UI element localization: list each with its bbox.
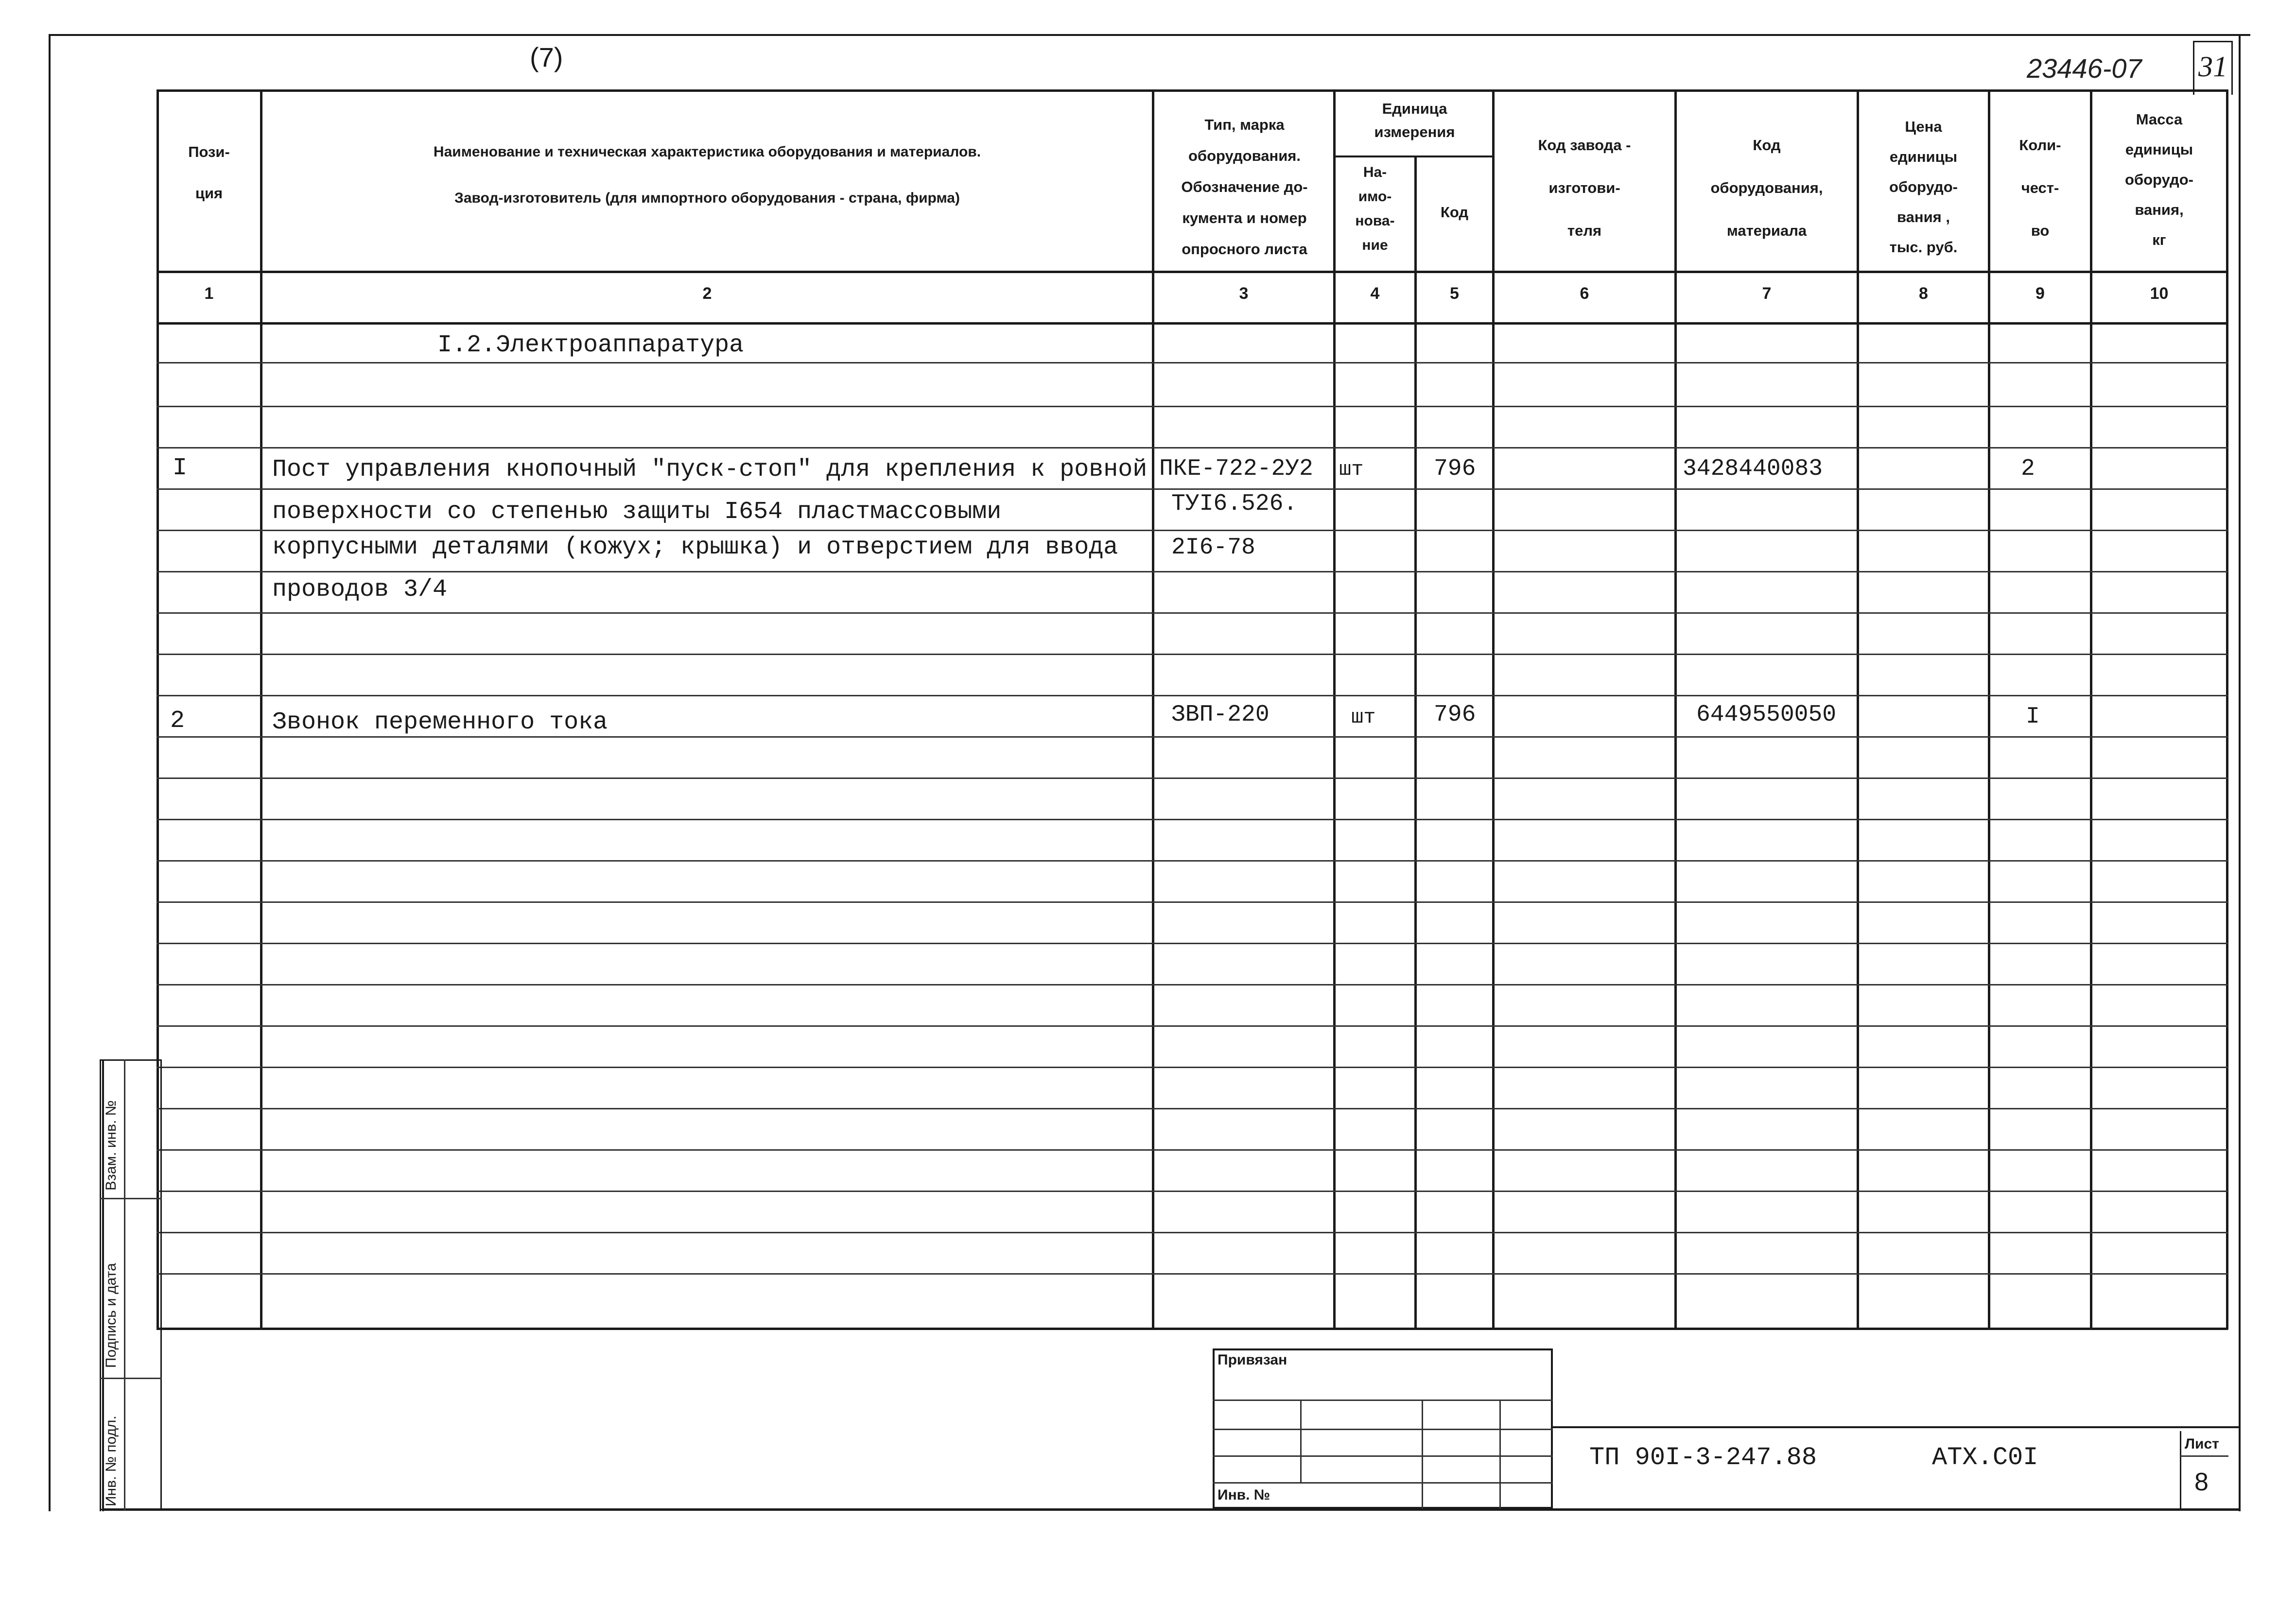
title-block-privyazan: Привязан — [1218, 1352, 1287, 1368]
item-2-position: 2 — [170, 707, 185, 735]
table-colnum-bottom-line — [157, 322, 2228, 325]
unit-split-line — [1333, 156, 1494, 157]
title-block-inv-no: Инв. № — [1218, 1487, 1270, 1503]
frame-left-line — [49, 34, 51, 1511]
section-title: I.2.Электроаппаратура — [437, 331, 744, 359]
title-block-doc-mark: АТХ.С0I — [1932, 1443, 2038, 1472]
col-line-4 — [1414, 156, 1417, 1330]
table-row-line — [157, 571, 2228, 572]
corner-number-box — [2193, 41, 2233, 95]
table-row-line — [157, 778, 2228, 779]
header-col-9: Коли- чест- во — [2019, 137, 2061, 239]
table-row-line — [157, 1067, 2228, 1068]
header-col-2: Наименование и техническая характеристика оборудования и материалов. Завод-изготовитель (для импортного оборудования - страна, фирма) — [433, 144, 981, 206]
col-number-6: 6 — [1580, 284, 1589, 303]
header-col-5: Код — [1440, 204, 1469, 221]
item-1-name-line-1: Пост управления кнопочный "пуск-стоп" для крепления к ровной — [272, 456, 1148, 484]
table-row-line — [157, 362, 2228, 363]
item-1-unit: шт — [1339, 458, 1364, 481]
item-1-qty: 2 — [2021, 456, 2035, 482]
tb-sheet-sep — [2180, 1455, 2228, 1457]
side-stamp-sep-2 — [100, 1378, 162, 1379]
frame-top-line — [49, 34, 2250, 36]
side-stamp-col-line — [124, 1059, 125, 1510]
frame-right-line — [2239, 34, 2241, 1511]
col-number-5: 5 — [1450, 284, 1459, 303]
header-col-4: На- имо- нова- ние — [1355, 164, 1395, 253]
table-row-line — [157, 1108, 2228, 1109]
col-number-2: 2 — [702, 284, 712, 303]
title-block-doc-code: ТП 90I-3-247.88 — [1589, 1443, 1817, 1472]
tb-v-2 — [1422, 1400, 1423, 1509]
table-row-line — [157, 447, 2228, 449]
item-1-name-line-2: поверхности со степенью защиты I654 пластмассовыми — [272, 498, 1002, 526]
item-2-type-line-1: ЗВП-220 — [1171, 702, 1270, 728]
table-row-line — [157, 488, 2228, 490]
col-line-9 — [2090, 89, 2092, 1330]
tb-main-top — [1553, 1426, 2241, 1428]
table-row-line — [157, 1232, 2228, 1233]
tb-h-1 — [1213, 1400, 1553, 1401]
corner-number: 31 — [2198, 51, 2227, 83]
item-2-unit: шт — [1351, 706, 1376, 729]
header-col-1: Пози- ция — [188, 143, 230, 202]
header-col-8: Цена единицы оборудо- вания , тыс. руб. — [1889, 118, 1958, 256]
table-row-line — [157, 1149, 2228, 1151]
header-col-10: Масса единицы оборудо- вания, кг — [2125, 111, 2193, 248]
col-number-1: 1 — [204, 284, 214, 303]
col-line-6 — [1674, 89, 1677, 1330]
table-row-line — [157, 1191, 2228, 1192]
table-row-line — [157, 984, 2228, 985]
side-stamp-sep-1 — [100, 1198, 162, 1199]
col-number-7: 7 — [1762, 284, 1772, 303]
frame-bottom-line — [102, 1508, 2241, 1511]
side-stamp-podpis: Подпись и дата — [103, 1263, 119, 1368]
table-row-line — [157, 943, 2228, 944]
item-1-type-line-1: ПКЕ-722-2У2 — [1159, 456, 1313, 482]
table-row-line — [157, 1025, 2228, 1027]
item-2-name-line-1: Звонок переменного тока — [272, 708, 608, 736]
col-line-10 — [2226, 89, 2228, 1330]
col-line-2 — [1152, 89, 1154, 1330]
item-1-name-line-4: проводов 3/4 — [272, 576, 448, 604]
tb-h-4 — [1213, 1482, 1553, 1484]
col-line-7 — [1857, 89, 1859, 1330]
header-col-3: Тип, марка оборудования. Обозначение до- кумента и номер опросного листа — [1181, 116, 1308, 258]
title-block-sheet-number: 8 — [2194, 1468, 2209, 1496]
tb-h-3 — [1213, 1455, 1553, 1457]
tb-v-1 — [1300, 1400, 1302, 1482]
table-row-line — [157, 1273, 2228, 1275]
col-number-4: 4 — [1370, 284, 1380, 303]
table-row-line — [157, 860, 2228, 862]
col-line-5 — [1492, 89, 1495, 1330]
table-row-line — [157, 819, 2228, 820]
side-stamp-vzam: Взам. инв. № — [103, 1100, 119, 1191]
table-row-line — [157, 695, 2228, 696]
header-col-7: Код оборудования, материала — [1710, 137, 1823, 239]
item-1-type-line-3: 2I6-78 — [1171, 535, 1255, 561]
item-1-name-line-3: корпусными деталями (кожух; крышка) и отверстием для ввода — [272, 534, 1118, 561]
item-2-unit-code: 796 — [1434, 702, 1476, 728]
header-col-6: Код завода - изготови- теля — [1538, 137, 1631, 239]
table-row-line — [157, 406, 2228, 407]
item-1-type-line-2: ТУI6.526. — [1171, 491, 1298, 517]
header-unit-group: Единица измерения — [1374, 100, 1455, 140]
archive-number: 23446-07 — [2027, 53, 2142, 84]
table-row-line — [157, 901, 2228, 903]
item-1-position: I — [173, 454, 188, 482]
title-block-sheet-label: Лист — [2185, 1436, 2219, 1452]
col-number-3: 3 — [1239, 284, 1249, 303]
table-row-line — [157, 654, 2228, 655]
col-number-8: 8 — [1919, 284, 1928, 303]
item-1-unit-code: 796 — [1434, 456, 1476, 482]
table-row-line — [157, 612, 2228, 614]
tb-v-3 — [1499, 1400, 1501, 1509]
col-number-10: 10 — [2150, 284, 2169, 303]
table-row-line — [157, 736, 2228, 738]
table-header-bottom-line — [157, 271, 2228, 273]
table-row-line — [157, 530, 2228, 531]
col-number-9: 9 — [2035, 284, 2045, 303]
col-line-3 — [1333, 89, 1336, 1330]
tb-h-2 — [1213, 1429, 1553, 1430]
col-line-8 — [1988, 89, 1990, 1330]
page-number-top: (7) — [530, 42, 563, 72]
table-top-line — [157, 89, 2228, 92]
item-2-equip-code: 6449550050 — [1696, 702, 1837, 728]
item-2-qty: I — [2026, 704, 2040, 730]
col-line-1 — [260, 89, 262, 1330]
table-bottom-line — [157, 1328, 2228, 1330]
side-stamp-inv-podl: Инв. № подл. — [103, 1416, 119, 1506]
item-1-equip-code: 3428440083 — [1683, 456, 1823, 482]
